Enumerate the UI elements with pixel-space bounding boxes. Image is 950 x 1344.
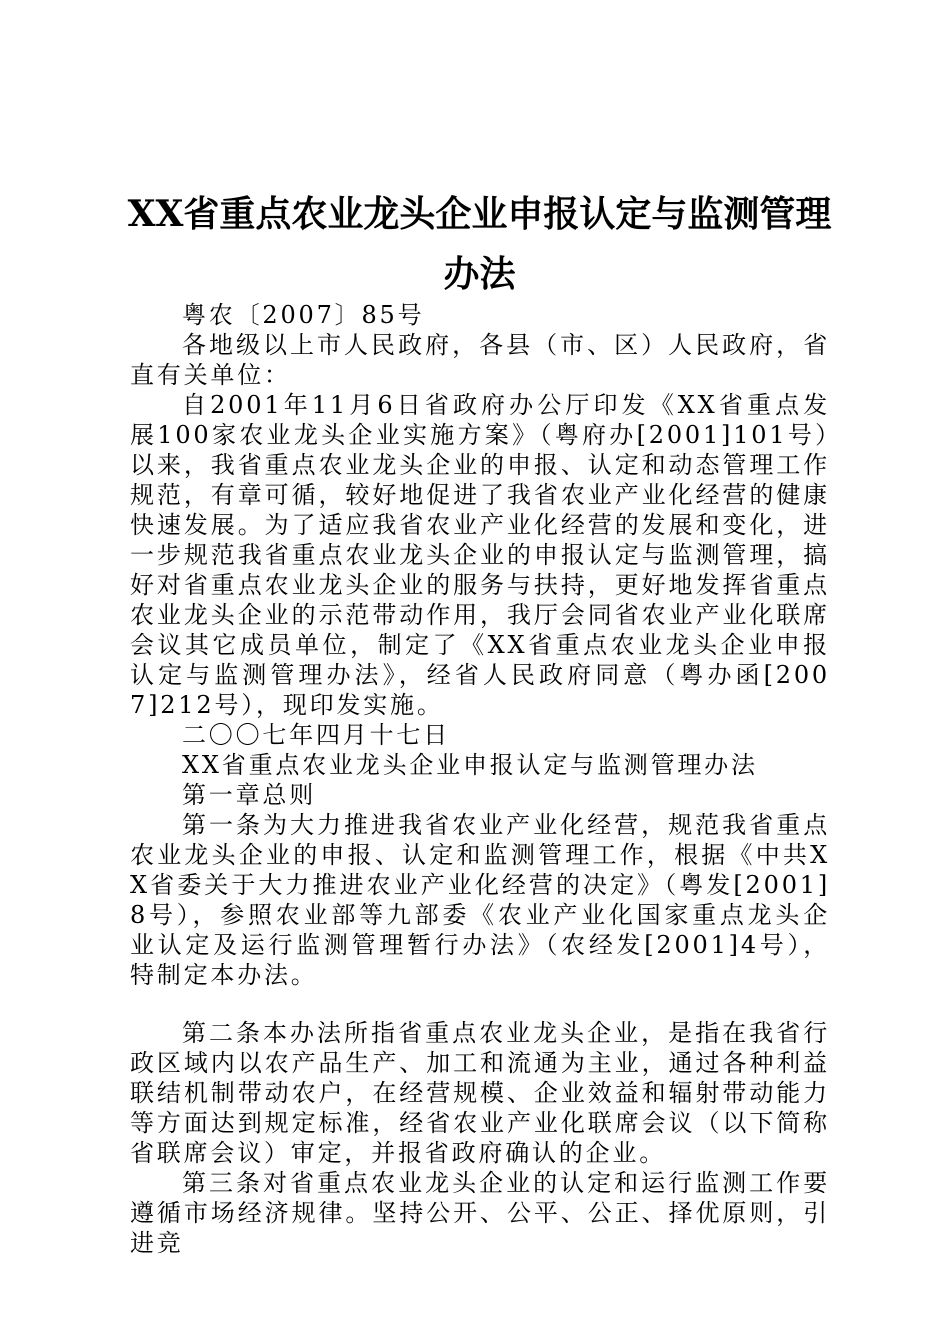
- article-1: 第一条为大力推进我省农业产业化经营，规范我省重点农业龙头企业的申报、认定和监测管理工作，根据《中共XX省委关于大力推进农业产业化经营的决定》（粤发[2001]8号），参照农业部等九部委《农业产业化国家重点龙头企业认定及运行监测管理暂行办法》（农经发[2001]4号），特制定本办法。: [130, 811, 830, 989]
- paragraph-spacer: [130, 990, 830, 1018]
- notice-paragraph: 自2001年11月6日省政府办公厅印发《XX省重点发展100家农业龙头企业实施方案》（粤府办[2001]101号）以来，我省重点农业龙头企业的申报、认定和动态管理工作规范，有章可循，较好地促进了我省农业产业化经营的健康快速发展。为了适应我省农业产业化经营的发展和变化，进一步规范我省重点农业龙头企业的申报认定与监测管理，搞好对省重点农业龙头企业的服务与扶持，更好地发挥省重点农业龙头企业的示范带动作用，我厅会同省农业产业化联席会议其它成员单位，制定了《XX省重点农业龙头企业申报认定与监测管理办法》，经省人民政府同意（粤办函[2007]212号），现印发实施。: [130, 391, 830, 719]
- document-body: [130, 300, 830, 1258]
- article-2: 第二条本办法所指省重点农业龙头企业，是指在我省行政区域内以农产品生产、加工和流通为主业，通过各种利益联结机制带动农户，在经营规模、企业效益和辐射带动能力等方面达到规定标准，经省农业产业化联席会议（以下简称省联席会议）审定，并报省政府确认的企业。: [130, 1019, 830, 1167]
- addressee: 各地级以上市人民政府，各县（市、区）人民政府，省直有关单位：: [130, 331, 830, 389]
- article-3: 第三条对省重点农业龙头企业的认定和运行监测工作要遵循市场经济规律。坚持公开、公平、公正、择优原则，引进竞: [130, 1169, 830, 1257]
- document-number: 粤农〔2007〕85号: [182, 301, 425, 329]
- chapter-heading: 第一章总则: [182, 781, 316, 809]
- measures-title: XX省重点农业龙头企业申报认定与监测管理办法: [182, 751, 758, 779]
- issue-date: 二〇〇七年四月十七日: [182, 721, 450, 749]
- document-title: XX省重点农业龙头企业申报认定与监测管理办法: [127, 193, 832, 295]
